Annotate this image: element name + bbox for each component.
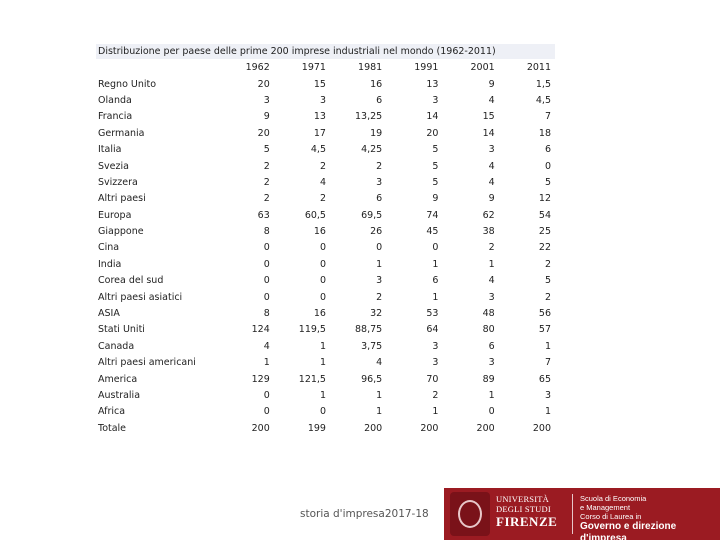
- table-cell: 13,25: [331, 109, 387, 125]
- table-cell: 80: [443, 322, 499, 338]
- table-cell: 1: [500, 404, 556, 420]
- university-name-block: [496, 494, 573, 534]
- table-cell: 22: [500, 240, 556, 256]
- table-cell: 0: [387, 240, 443, 256]
- year-header: 2001: [443, 60, 499, 76]
- year-header: 1962: [219, 60, 275, 76]
- university-logo-band: [444, 488, 720, 544]
- table-cell: 0: [275, 240, 331, 256]
- table-cell: 4: [275, 175, 331, 191]
- table-cell: 96,5: [331, 371, 387, 387]
- table-cell: 1: [275, 388, 331, 404]
- table-cell: 9: [387, 191, 443, 207]
- table-cell: 56: [500, 306, 556, 322]
- table-cell: 5: [387, 175, 443, 191]
- uni-line-1: UNIVERSITÀ: [496, 494, 549, 504]
- table-cell: 200: [331, 421, 387, 437]
- table-cell: 19: [331, 126, 387, 142]
- table-cell: 5: [500, 273, 556, 289]
- table-cell: 6: [387, 273, 443, 289]
- table-cell: 3,75: [331, 339, 387, 355]
- table-cell: 0: [219, 404, 275, 420]
- table-row: [96, 355, 556, 371]
- table-row: [96, 240, 556, 256]
- department-name-block: [580, 494, 716, 544]
- table-row: [96, 191, 556, 207]
- table-cell: 4: [443, 158, 499, 174]
- uni-line-3: FIRENZE: [496, 514, 558, 529]
- table-cell: 18: [500, 126, 556, 142]
- table-cell: 3: [443, 289, 499, 305]
- footer-course-label: storia d'impresa2017-18: [300, 508, 429, 520]
- table-cell: 1: [331, 388, 387, 404]
- table-cell: 2: [219, 191, 275, 207]
- table-cell: 16: [275, 224, 331, 240]
- table-cell: 45: [387, 224, 443, 240]
- table-cell: 2: [219, 175, 275, 191]
- table-title: Distribuzione per paese delle prime 200 imprese industriali nel mondo (1962-2011): [96, 44, 556, 60]
- table-cell: 4,5: [275, 142, 331, 158]
- table-cell: 6: [331, 191, 387, 207]
- table-row: [96, 257, 556, 273]
- table-cell: 89: [443, 371, 499, 387]
- table-cell: 2: [275, 191, 331, 207]
- table-cell: 4: [443, 175, 499, 191]
- row-label: Svizzera: [96, 175, 219, 191]
- table-cell: 65: [500, 371, 556, 387]
- table-cell: 5: [387, 142, 443, 158]
- table-cell: 20: [219, 126, 275, 142]
- table-row: [96, 175, 556, 191]
- table-cell: 1: [443, 388, 499, 404]
- year-header: 1971: [275, 60, 331, 76]
- row-label: Europa: [96, 208, 219, 224]
- table-cell: 119,5: [275, 322, 331, 338]
- dept-line-2: e Management: [580, 503, 631, 512]
- table-cell: 26: [331, 224, 387, 240]
- row-label: Francia: [96, 109, 219, 125]
- table-cell: 0: [275, 404, 331, 420]
- table-cell: 3: [387, 355, 443, 371]
- row-label: Olanda: [96, 93, 219, 109]
- table-title-row: [96, 44, 556, 60]
- table-cell: 3: [275, 93, 331, 109]
- table-cell: 74: [387, 208, 443, 224]
- table-cell: 3: [443, 142, 499, 158]
- table-cell: 4: [443, 273, 499, 289]
- table-row: [96, 404, 556, 420]
- table-cell: 199: [275, 421, 331, 437]
- table-cell: 3: [331, 273, 387, 289]
- table-row: [96, 126, 556, 142]
- table-cell: 2: [500, 257, 556, 273]
- table-cell: 1: [387, 257, 443, 273]
- table-row: [96, 109, 556, 125]
- table-cell: 16: [275, 306, 331, 322]
- table-cell: 16: [331, 76, 387, 92]
- table-cell: 69,5: [331, 208, 387, 224]
- table-cell: 124: [219, 322, 275, 338]
- table-cell: 25: [500, 224, 556, 240]
- table-cell: 48: [443, 306, 499, 322]
- table-cell: 63: [219, 208, 275, 224]
- table-cell: 1,5: [500, 76, 556, 92]
- country-distribution-table: [96, 44, 556, 437]
- table-cell: 8: [219, 306, 275, 322]
- row-label: Italia: [96, 142, 219, 158]
- row-label: Regno Unito: [96, 76, 219, 92]
- table-cell: 0: [443, 404, 499, 420]
- table-cell: 3: [387, 339, 443, 355]
- dept-line-3: Corso di Laurea in: [580, 512, 642, 521]
- table-cell: 0: [331, 240, 387, 256]
- table-cell: 0: [219, 289, 275, 305]
- table-cell: 1: [275, 355, 331, 371]
- table-cell: 4,25: [331, 142, 387, 158]
- row-label: Cina: [96, 240, 219, 256]
- table-cell: 0: [275, 273, 331, 289]
- table-cell: 3: [500, 388, 556, 404]
- table-row: [96, 339, 556, 355]
- row-label: Altri paesi: [96, 191, 219, 207]
- table-cell: 9: [443, 76, 499, 92]
- table-cell: 4: [219, 339, 275, 355]
- table-cell: 121,5: [275, 371, 331, 387]
- table-cell: 60,5: [275, 208, 331, 224]
- table-cell: 3: [331, 175, 387, 191]
- table-cell: 14: [387, 109, 443, 125]
- table-cell: 0: [219, 388, 275, 404]
- table-cell: 0: [275, 289, 331, 305]
- row-label: Corea del sud: [96, 273, 219, 289]
- table-row: [96, 289, 556, 305]
- table-row: [96, 322, 556, 338]
- table-row: [96, 208, 556, 224]
- row-label: Africa: [96, 404, 219, 420]
- table-row: [96, 388, 556, 404]
- table-cell: 8: [219, 224, 275, 240]
- table-cell: 1: [443, 257, 499, 273]
- table-row: [96, 306, 556, 322]
- dept-line-1: Scuola di Economia: [580, 494, 647, 503]
- table-cell: 2: [500, 289, 556, 305]
- data-table-container: [96, 44, 556, 437]
- table-cell: 200: [219, 421, 275, 437]
- table-cell: 1: [331, 404, 387, 420]
- table-cell: 4: [443, 93, 499, 109]
- table-cell: 64: [387, 322, 443, 338]
- table-cell: 15: [443, 109, 499, 125]
- table-cell: 32: [331, 306, 387, 322]
- table-cell: 13: [387, 76, 443, 92]
- table-cell: 129: [219, 371, 275, 387]
- table-cell: 1: [387, 404, 443, 420]
- table-cell: 88,75: [331, 322, 387, 338]
- row-label: Australia: [96, 388, 219, 404]
- dept-main-title: Governo e direzione d'impresa: [580, 521, 677, 544]
- table-cell: 70: [387, 371, 443, 387]
- table-row: [96, 371, 556, 387]
- table-cell: 1: [500, 339, 556, 355]
- table-row: [96, 76, 556, 92]
- table-cell: 5: [500, 175, 556, 191]
- row-label: Totale: [96, 421, 219, 437]
- table-cell: 0: [219, 240, 275, 256]
- row-label: India: [96, 257, 219, 273]
- table-row: [96, 142, 556, 158]
- table-cell: 13: [275, 109, 331, 125]
- row-label: Stati Uniti: [96, 322, 219, 338]
- table-cell: 6: [331, 93, 387, 109]
- table-cell: 7: [500, 109, 556, 125]
- table-cell: 2: [331, 289, 387, 305]
- table-cell: 3: [387, 93, 443, 109]
- year-header-row: [96, 60, 556, 76]
- table-cell: 17: [275, 126, 331, 142]
- table-row: [96, 273, 556, 289]
- table-row: [96, 93, 556, 109]
- table-cell: 200: [387, 421, 443, 437]
- table-cell: 14: [443, 126, 499, 142]
- table-cell: 2: [387, 388, 443, 404]
- table-cell: 3: [219, 93, 275, 109]
- table-cell: 5: [219, 142, 275, 158]
- row-label: Svezia: [96, 158, 219, 174]
- table-cell: 1: [331, 257, 387, 273]
- table-cell: 0: [219, 273, 275, 289]
- table-cell: 20: [387, 126, 443, 142]
- table-row: [96, 421, 556, 437]
- row-label: Giappone: [96, 224, 219, 240]
- table-cell: 3: [443, 355, 499, 371]
- table-cell: 4: [331, 355, 387, 371]
- table-cell: 62: [443, 208, 499, 224]
- row-label: ASIA: [96, 306, 219, 322]
- year-header: 1981: [331, 60, 387, 76]
- table-cell: 53: [387, 306, 443, 322]
- table-cell: 9: [443, 191, 499, 207]
- table-cell: 1: [219, 355, 275, 371]
- table-cell: 0: [275, 257, 331, 273]
- table-cell: 2: [443, 240, 499, 256]
- year-header: 1991: [387, 60, 443, 76]
- row-label: Altri paesi americani: [96, 355, 219, 371]
- uni-line-2: DEGLI STUDI: [496, 504, 551, 514]
- table-cell: 57: [500, 322, 556, 338]
- table-cell: 20: [219, 76, 275, 92]
- row-label: America: [96, 371, 219, 387]
- table-cell: 2: [275, 158, 331, 174]
- seal-ring: [458, 500, 482, 528]
- table-cell: 9: [219, 109, 275, 125]
- university-seal-icon: [450, 492, 490, 536]
- row-label: Altri paesi asiatici: [96, 289, 219, 305]
- table-cell: 0: [219, 257, 275, 273]
- table-cell: 12: [500, 191, 556, 207]
- table-cell: 6: [443, 339, 499, 355]
- table-cell: 0: [500, 158, 556, 174]
- row-label: Germania: [96, 126, 219, 142]
- table-cell: 38: [443, 224, 499, 240]
- table-cell: 200: [500, 421, 556, 437]
- table-cell: 54: [500, 208, 556, 224]
- table-cell: 4,5: [500, 93, 556, 109]
- year-header: 2011: [500, 60, 556, 76]
- table-cell: 200: [443, 421, 499, 437]
- table-row: [96, 158, 556, 174]
- table-cell: 5: [387, 158, 443, 174]
- table-cell: 15: [275, 76, 331, 92]
- table-cell: 1: [387, 289, 443, 305]
- row-label: Canada: [96, 339, 219, 355]
- table-cell: 2: [219, 158, 275, 174]
- table-cell: 6: [500, 142, 556, 158]
- table-cell: 2: [331, 158, 387, 174]
- year-header-corner: [96, 60, 219, 76]
- table-cell: 1: [275, 339, 331, 355]
- table-cell: 7: [500, 355, 556, 371]
- table-row: [96, 224, 556, 240]
